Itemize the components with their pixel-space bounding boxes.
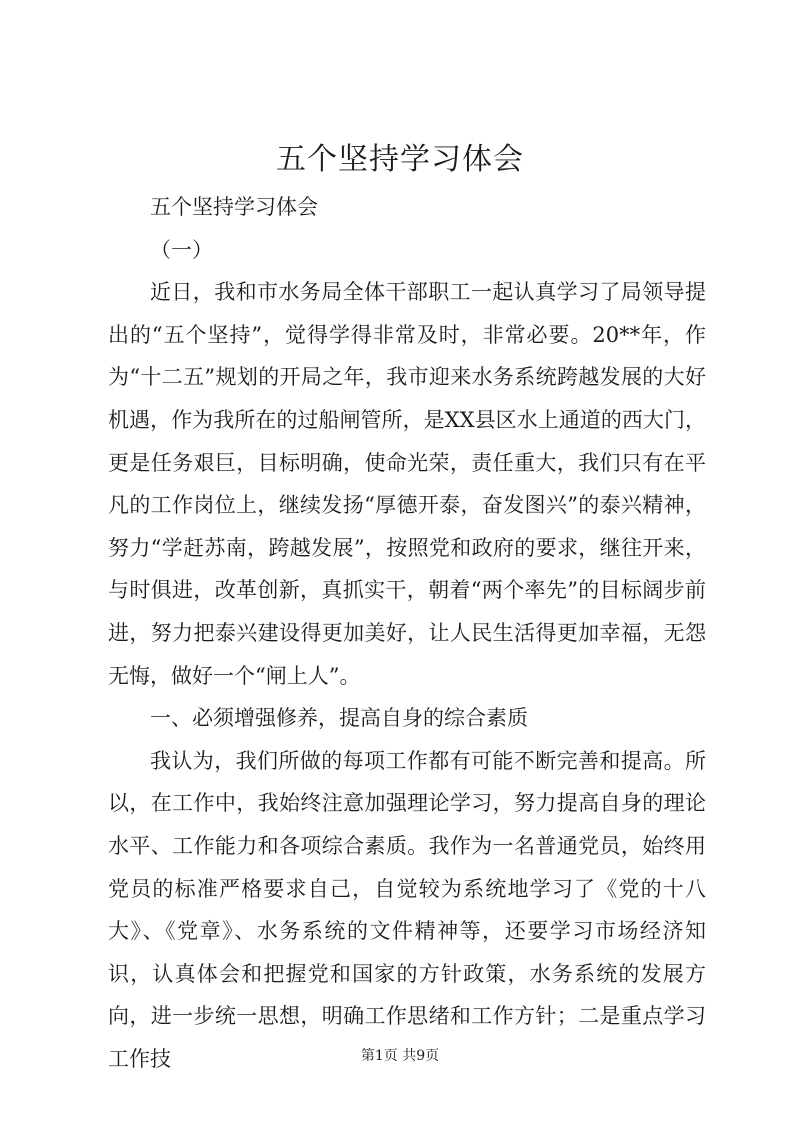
- paragraph-subtitle: 五个坚持学习体会: [150, 195, 318, 219]
- paragraph-heading-one: 一、必须增强修养，提高自身的综合素质: [150, 706, 528, 731]
- paragraph-body: 我认为，我们所做的每项工作都有可能不断完善和提高。所以，在工作中，我始终注意加强理论学习，努力提高自身的理论水平、工作能力和各项综合素质。我作为一名普通党员，始终用党员的标准严格要求自己，自觉较为系统地学习了《党的十八大》、《党章》、水务系统的文件精神等，还要学习市场经济知识，认真体会和把握党和国家的方针政策，水务系统的发展方向，进一步统一思想，明确工作思绪和工作方针；二是重点学习工作技: [108, 748, 706, 1071]
- document-body: [108, 186, 706, 1080]
- paragraph-intro: 近日，我和市水务局全体干部职工一起认真学习了局领导提出的“五个坚持”，觉得学得非常及时，非常必要。20**年，作为“十二五”规划的开局之年，我市迎来水务系统跨越发展的大好机遇，作为我所在的过船闸管所，是XX县区水上通道的西大门，更是任务艰巨，目标明确，使命光荣，责任重大，我们只有在平凡的工作岗位上，继续发扬“厚德开泰，奋发图兴”的泰兴精神，努力“学赶苏南，跨越发展”，按照党和政府的要求，继往开来，与时俱进，改革创新，真抓实干，朝着“两个率先”的目标阔步前进，努力把泰兴建设得更加美好，让人民生活得更加幸福，无怨无悔，做好一个“闸上人”。: [108, 280, 706, 688]
- document-title: 五个坚持学习体会: [276, 142, 524, 177]
- paragraph-section-marker: （一）: [150, 237, 213, 262]
- page-footer: 第1页 共9页: [360, 1048, 440, 1064]
